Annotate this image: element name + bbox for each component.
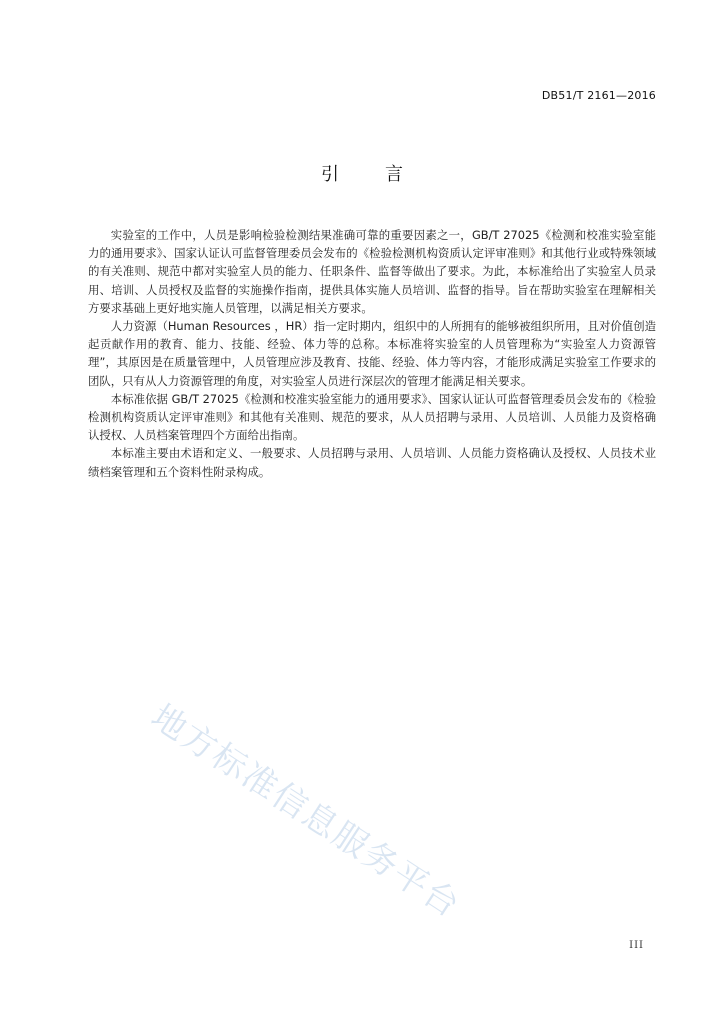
paragraph-4: 本标准主要由术语和定义、一般要求、人员招聘与录用、人员培训、人员能力资格确认及授权、人员技术业绩档案管理和五个资料性附录构成。 [88, 446, 656, 479]
paragraph-1: 实验室的工作中，人员是影响检验检测结果准确可靠的重要因素之一，GB/T 27025《检测和校准实验室能力的通用要求》、国家认证认可监督管理委员会发布的《检验检测机构资质认定评审准则》和其他行业或特殊领域的有关准则、规范中都对实验室人员的能力、任职条件、监督等做出了要求。为此，本标准给出了实验室人员录用、培训、人员授权及监督的实施操作指南，提供具体实施人员培训、监督的指导。旨在帮助实验室在理解相关方要求基础上更好地实施人员管理，以满足相关方要求。 [88, 228, 656, 315]
paragraph-3: 本标准依据 GB/T 27025《检测和校准实验室能力的通用要求》、国家认证认可监督管理委员会发布的《检验检测机构资质认定评审准则》和其他有关准则、规范的要求，从人员招聘与录用、人员培训、人员能力及资格确认授权、人员档案管理四个方面给出指南。 [88, 391, 656, 443]
page-number: III [629, 940, 644, 951]
paragraph-2: 人力资源（Human Resources ，HR）指一定时期内，组织中的人所拥有的能够被组织所用，且对价值创造起贡献作用的教育、能力、技能、经验、体力等的总称。本标准将实验室的人员管理称为“实验室人力资源管理”，其原因是在质量管理中，人员管理应涉及教育、技能、经验、体力等内容，才能形成满足实验室工作要求的团队，只有从人力资源管理的角度，对实验室人员进行深层次的管理才能满足相关要求。 [88, 319, 656, 388]
page-title [0, 160, 724, 186]
title-char-1: 引 [321, 164, 339, 185]
title-char-2: 言 [385, 164, 403, 185]
introduction-body [88, 226, 656, 481]
watermark: 地方标准信息服务平台 [143, 696, 468, 927]
document-code: DB51/T 2161—2016 [541, 89, 656, 102]
